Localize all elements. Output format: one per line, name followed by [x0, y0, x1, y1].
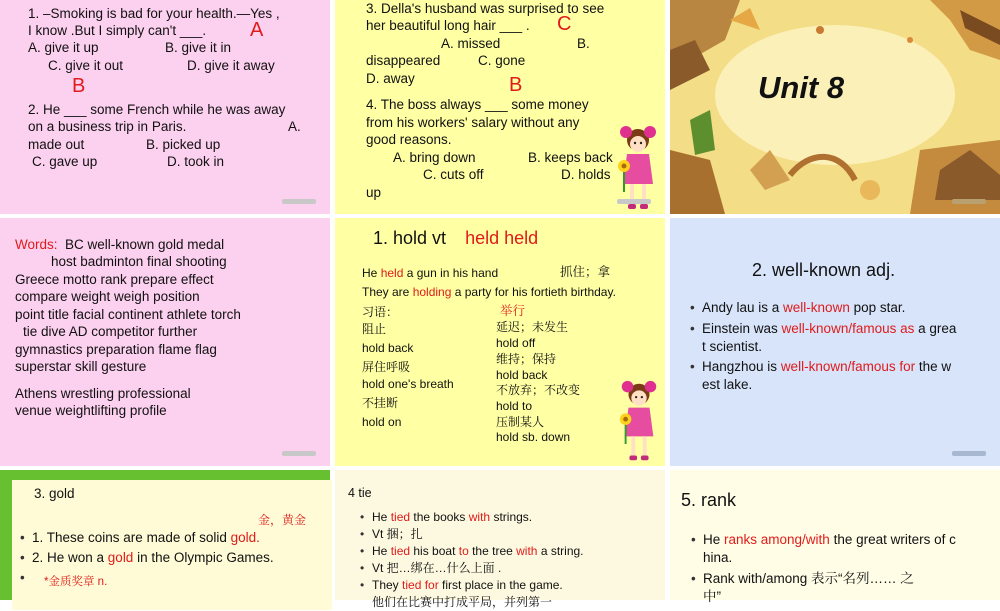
question-2-line-2: on a business trip in Paris. [28, 119, 187, 134]
watermark-logo [282, 197, 316, 206]
bullet-text: first place in the game. [438, 578, 563, 592]
slide-heading: 5. rank [681, 490, 737, 510]
bullet-text: the books [410, 510, 469, 524]
slide-heading: 2. well-known adj. [752, 260, 896, 280]
bullet-text: 1. These coins are made of solid [32, 530, 231, 545]
question-4-line-2: from his workers' salary without any [366, 115, 580, 130]
question-3-line-3: disappeared [366, 53, 441, 68]
bullet-text: 2. He won a [32, 550, 108, 565]
option-c: C. gave up [32, 154, 98, 169]
highlight-word: with [516, 544, 538, 558]
bullet-text: the great writers of c [829, 532, 956, 547]
idiom-right-8: hold sb. down [496, 430, 571, 444]
watermark-logo [617, 197, 651, 206]
option-b: B. picked up [146, 137, 221, 152]
vocab-line-4: compare weight weigh position [15, 289, 200, 304]
idiom-left-1: 阻止 [362, 322, 387, 336]
question-2-line-1: 2. He ___ some French while he was away [28, 102, 286, 117]
slide-heading [373, 227, 538, 249]
bullet-text: Hangzhou is [702, 359, 781, 374]
option-a: A. give it up [28, 40, 99, 55]
highlight-word: gold. [230, 530, 260, 545]
highlight-word: ranks among/with [724, 532, 830, 547]
bullet-item-2 [32, 549, 274, 566]
bullet-text: in the Olympic Games. [133, 550, 274, 565]
example-2 [362, 284, 616, 301]
idiom-left-4: hold one's breath [362, 377, 454, 391]
option-d: D. away [366, 71, 415, 86]
highlight-word: with [468, 510, 491, 524]
option-d: D. give it away [187, 58, 275, 73]
highlight-word: holding [412, 285, 452, 299]
question-4-line-1: 4. The boss always ___ some money [366, 97, 589, 112]
words-label: Words: [15, 237, 58, 252]
example-text: They are [362, 285, 413, 299]
bullet-text: strings. [490, 510, 533, 524]
cartoon-girl-image [617, 380, 661, 469]
vocab-line-5: point title facial continent athlete torch [15, 307, 241, 322]
bullet-item-2-continued: t scientist. [702, 339, 763, 354]
watermark-logo [952, 197, 986, 206]
bullet-text: a string. [537, 544, 584, 558]
answer-b-mark: B [509, 74, 523, 96]
idiom-left-6: hold on [362, 415, 402, 429]
slide-heading: 3. gold [34, 486, 75, 501]
bullet-item-3 [702, 358, 951, 375]
answer-a-mark: A [250, 19, 264, 41]
slide-thumbnail-1[interactable] [0, 0, 330, 214]
watermark-logo [282, 449, 316, 458]
option-a-label: A. [288, 119, 301, 134]
bullet-item-1 [703, 531, 956, 548]
bullet-text: He [372, 510, 391, 524]
vocab-line-9: Athens wrestling professional [15, 386, 191, 401]
bullet-text: He [372, 544, 391, 558]
bullet-item-1 [372, 509, 532, 526]
idiom-right-7: 压制某人 [496, 415, 545, 429]
bullet-item-3 [372, 543, 584, 560]
watermark-logo [952, 449, 986, 458]
slide-thumbnail-6[interactable] [670, 218, 1000, 466]
option-d: D. took in [167, 154, 225, 169]
option-b-label: B. [577, 36, 590, 51]
question-3-line-1: 3. Della's husband was surprised to see [366, 1, 605, 16]
vocab-line-3: Greece motto rank prepare effect [15, 272, 214, 287]
bullet-item-2-continued: 中” [703, 589, 721, 604]
question-2-line-3: made out [28, 137, 85, 152]
question-1-line-2: I know .But I simply can't ___. [28, 23, 207, 38]
bullet-text: They [372, 578, 403, 592]
option-c: C. give it out [48, 58, 124, 73]
idiom-label: 习语： [362, 305, 399, 319]
highlight-word: gold [107, 550, 134, 565]
vocab-line-2: host badminton final shooting [51, 254, 227, 269]
bullet-item-3-continued: est lake. [702, 377, 753, 392]
example-text: He [362, 266, 381, 280]
slide-heading: 4 tie [348, 486, 372, 500]
highlight-word: tied [390, 544, 411, 558]
question-4-line-4: up [366, 185, 382, 200]
vocab-line-7: gymnastics preparation flame flag [15, 342, 217, 357]
bullet-item-5 [372, 577, 563, 594]
highlight-word: *金质奖章 n. [44, 576, 108, 588]
highlight-word: tied for [402, 578, 439, 592]
bullet-text: the w [915, 359, 952, 374]
bullet-item-1 [32, 529, 260, 546]
example-text: a gun in his hand [403, 266, 499, 280]
chinese-meaning: 金，黄金 [258, 513, 307, 527]
question-3-line-2: her beautiful long hair ___ . [366, 18, 530, 33]
bullet-item-2 [702, 320, 956, 337]
slide-thumbnail-4[interactable] [0, 218, 330, 466]
highlight-word: to [458, 544, 469, 558]
bullet-text: Einstein was [702, 321, 782, 336]
highlight-word: tied [390, 510, 411, 524]
chinese-meaning: 抓住；拿 [560, 265, 611, 279]
bullet-item-4: • Vt 把…绑在…什么上面 . [372, 560, 501, 577]
question-4-line-3: good reasons. [366, 132, 452, 147]
option-d: D. holds [561, 167, 611, 182]
highlight-word: held [380, 266, 404, 280]
slide-thumbnail-9[interactable] [670, 470, 1000, 604]
slide-thumbnail-3[interactable] [670, 0, 1000, 214]
bullet-item-6: 他们在比赛中打成平局，并列第一 [372, 595, 553, 609]
vocab-line-1: BC well-known gold medal [65, 237, 225, 252]
chinese-hold-meeting: 举行 [500, 304, 526, 318]
example-1 [362, 265, 498, 282]
idiom-right-6: hold to [496, 399, 533, 413]
bullet-item-2: • Rank with/among 表示“名列…… 之 [703, 570, 914, 587]
bullet-text: a grea [914, 321, 957, 336]
bullet-text: Andy lau is a [702, 300, 784, 315]
highlight-word: well-known/famous as [781, 321, 915, 336]
option-c: C. cuts off [423, 167, 484, 182]
bullet-text: pop star. [849, 300, 906, 315]
slide-title: Unit 8 [758, 70, 845, 105]
bullet-text: the tree [468, 544, 517, 558]
decorative-frame-image [670, 0, 1000, 214]
idiom-left-3: 屏住呼吸 [362, 360, 411, 374]
option-b: B. keeps back [528, 150, 613, 165]
slide-thumbnail-5[interactable] [335, 218, 665, 466]
idiom-right-3: 维持；保持 [496, 352, 557, 366]
bullet-text: He [703, 532, 725, 547]
idiom-left-5: 不挂断 [362, 396, 399, 410]
bullet-item-1 [702, 299, 905, 316]
answer-c-mark: C [557, 13, 572, 35]
bullet-item-1-continued: hina. [703, 550, 733, 565]
option-a: A. bring down [393, 150, 476, 165]
idiom-right-1: 延迟；未发生 [496, 320, 569, 334]
option-b: B. give it in [165, 40, 232, 55]
slide-thumbnail-8[interactable] [335, 470, 665, 609]
idiom-right-5: 不放弃；不改变 [496, 383, 581, 397]
vocab-line-10: venue weightlifting profile [15, 403, 167, 418]
bullet-item-3 [32, 569, 107, 588]
question-1-line-1: 1. –Smoking is bad for your health.—Yes , [28, 6, 280, 21]
heading-forms: held held [465, 228, 539, 248]
bullet-item-2: • Vt 捆；扎 [372, 526, 423, 543]
highlight-word: well-known/famous for [780, 359, 916, 374]
idiom-left-2: hold back [362, 341, 414, 355]
heading-prefix: 1. hold vt [373, 228, 447, 248]
highlight-word: well-known [783, 300, 850, 315]
idiom-right-2: hold off [496, 336, 536, 350]
slide-thumbnail-2[interactable] [335, 0, 665, 214]
answer-b-mark: B [72, 75, 86, 97]
slide-thumbnail-7[interactable] [0, 470, 330, 600]
example-text: a party for his fortieth birthday. [451, 285, 616, 299]
bullet-text: his boat [410, 544, 459, 558]
option-a: A. missed [441, 36, 501, 51]
vocab-line-6: tie dive AD competitor further [23, 324, 198, 339]
idiom-right-4: hold back [496, 368, 548, 382]
vocab-line-8: superstar skill gesture [15, 359, 147, 374]
option-c: C. gone [478, 53, 526, 68]
